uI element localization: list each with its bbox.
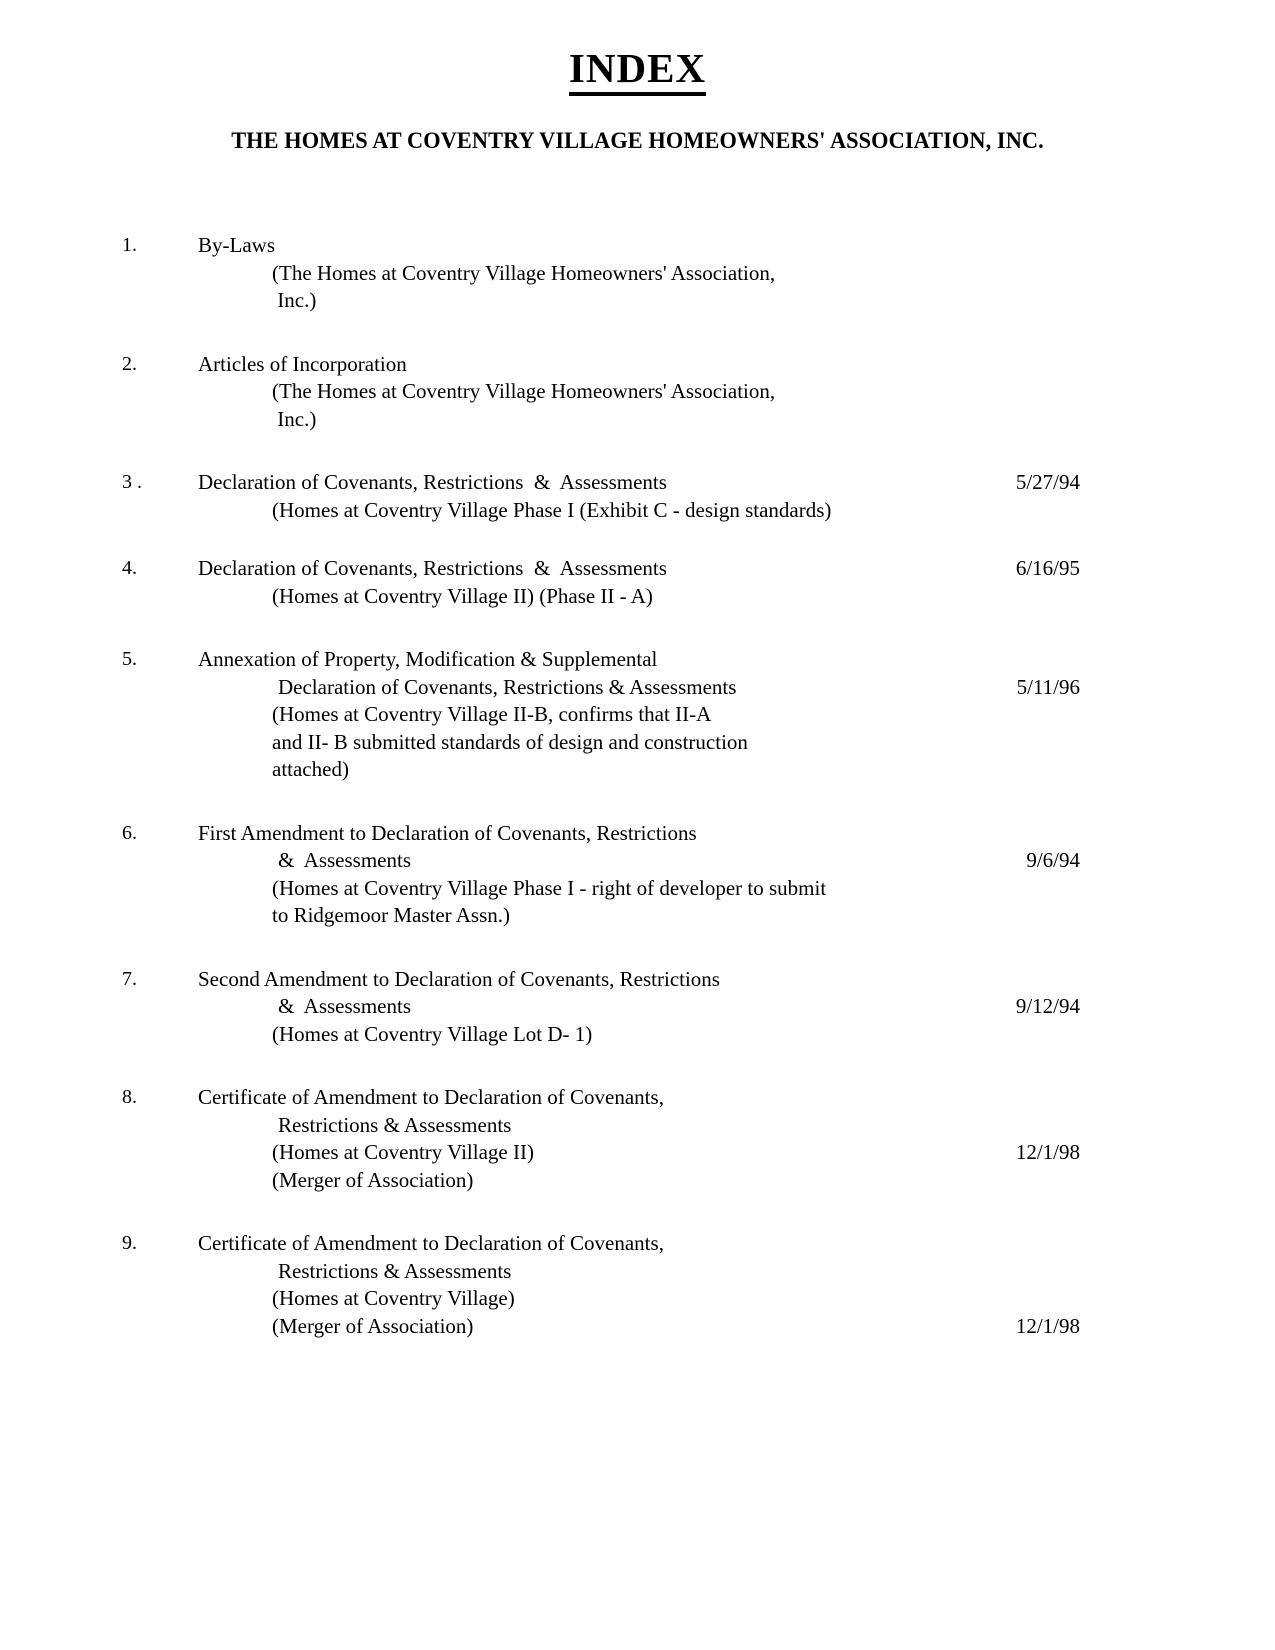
- entry-number: 8.: [122, 1086, 137, 1108]
- entry-detail-line: Restrictions & Assessments: [278, 1258, 512, 1283]
- entry-spacer: [0, 930, 1275, 966]
- entry-detail-line: (Merger of Association): [272, 1167, 474, 1192]
- entry-spacer: [0, 1048, 1275, 1084]
- entry-detail-line: (The Homes at Coventry Village Homeowners' Association,: [272, 379, 776, 403]
- entry-date: 12/1/98: [1015, 1140, 1080, 1164]
- entry-number: 6.: [122, 821, 137, 844]
- index-entry[interactable]: [0, 1230, 1275, 1340]
- index-entry[interactable]: [0, 966, 1275, 1049]
- index-entry[interactable]: [0, 646, 1275, 784]
- entry-number: 9.: [122, 1232, 137, 1254]
- entry-spacer: [0, 1194, 1275, 1230]
- entry-title-line: By-Laws: [198, 233, 275, 257]
- entry-text-block: [198, 555, 958, 610]
- entry-detail-line: Inc.): [272, 288, 317, 312]
- page-title: [0, 44, 1275, 92]
- entry-title-line: Certificate of Amendment to Declaration of Covenants,: [198, 1231, 664, 1255]
- entry-detail-line: (Homes at Coventry Village Phase I - right of developer to submit: [272, 875, 827, 900]
- index-entry[interactable]: [0, 351, 1275, 434]
- entry-detail-line: (The Homes at Coventry Village Homeowners' Association,: [272, 260, 776, 285]
- index-entry[interactable]: [0, 820, 1275, 930]
- entry-number: 7.: [122, 967, 137, 990]
- entry-text-block: [198, 232, 958, 315]
- index-entry[interactable]: [0, 555, 1275, 610]
- entry-detail-line: (Merger of Association): [272, 1313, 474, 1338]
- entry-detail-line: attached): [272, 757, 349, 781]
- entry-spacer: [0, 524, 1275, 555]
- entry-date: 6/16/95: [1015, 556, 1080, 580]
- entry-text-block: [198, 1230, 958, 1340]
- entry-detail-line: to Ridgemoor Master Assn.): [272, 903, 510, 927]
- entry-number: 4.: [122, 557, 137, 579]
- page-title-text: INDEX: [569, 45, 706, 96]
- entry-detail-line: Inc.): [272, 406, 317, 431]
- entry-spacer: [0, 610, 1275, 646]
- entry-number: 2.: [122, 352, 137, 375]
- index-entry[interactable]: [0, 232, 1275, 315]
- entry-text-block: [198, 351, 958, 434]
- entry-text-block: [198, 966, 958, 1049]
- entry-date: 12/1/98: [1015, 1313, 1080, 1338]
- entry-number: 3 .: [122, 471, 142, 493]
- entry-spacer: [0, 784, 1275, 820]
- entry-date: 9/12/94: [1015, 994, 1080, 1018]
- entry-spacer: [0, 433, 1275, 469]
- entry-title-line: Annexation of Property, Modification & Supplemental: [198, 647, 658, 671]
- entry-detail-line: (Homes at Coventry Village Phase I (Exhibit C - design standards): [272, 497, 832, 522]
- entry-title-line: Declaration of Covenants, Restrictions & Assessments: [198, 556, 667, 580]
- entry-date: 5/27/94: [1015, 470, 1080, 494]
- entry-text-block: [198, 820, 958, 930]
- entry-date: 9/6/94: [1026, 848, 1080, 872]
- entry-spacer: [0, 315, 1275, 351]
- index-entry-list: [0, 232, 1275, 1340]
- entry-title-line: Second Amendment to Declaration of Covenants, Restrictions: [198, 966, 720, 991]
- index-entry[interactable]: [0, 469, 1275, 524]
- entry-detail-line: & Assessments: [278, 994, 412, 1018]
- entry-title-line: Certificate of Amendment to Declaration of Covenants,: [198, 1085, 664, 1109]
- entry-date: 5/11/96: [1016, 674, 1080, 699]
- entry-title-line: First Amendment to Declaration of Covenants, Restrictions: [198, 820, 697, 845]
- entry-title-line: Articles of Incorporation: [198, 351, 407, 376]
- entry-detail-line: Declaration of Covenants, Restrictions & Assessments: [278, 674, 737, 699]
- entry-detail-line: (Homes at Coventry Village): [272, 1286, 515, 1310]
- entry-text-block: [198, 1084, 958, 1194]
- entry-detail-line: Restrictions & Assessments: [278, 1112, 512, 1137]
- entry-text-block: [198, 646, 958, 784]
- entry-detail-line: (Homes at Coventry Village II): [272, 1140, 534, 1164]
- entry-detail-line: (Homes at Coventry Village II) (Phase II - A): [272, 583, 653, 608]
- entry-number: 1.: [122, 234, 137, 256]
- entry-text-block: [198, 469, 958, 524]
- page-subtitle: THE HOMES AT COVENTRY VILLAGE HOMEOWNERS' ASSOCIATION, INC.: [231, 128, 1044, 153]
- index-entry[interactable]: [0, 1084, 1275, 1194]
- entry-detail-line: (Homes at Coventry Village II-B, confirms that II-A: [272, 702, 712, 726]
- entry-title-line: Declaration of Covenants, Restrictions & Assessments: [198, 470, 667, 494]
- entry-detail-line: & Assessments: [278, 848, 412, 872]
- entry-detail-line: (Homes at Coventry Village Lot D- 1): [272, 1021, 593, 1046]
- entry-detail-line: and II- B submitted standards of design and construction: [272, 729, 748, 754]
- entry-number: 5.: [122, 648, 137, 670]
